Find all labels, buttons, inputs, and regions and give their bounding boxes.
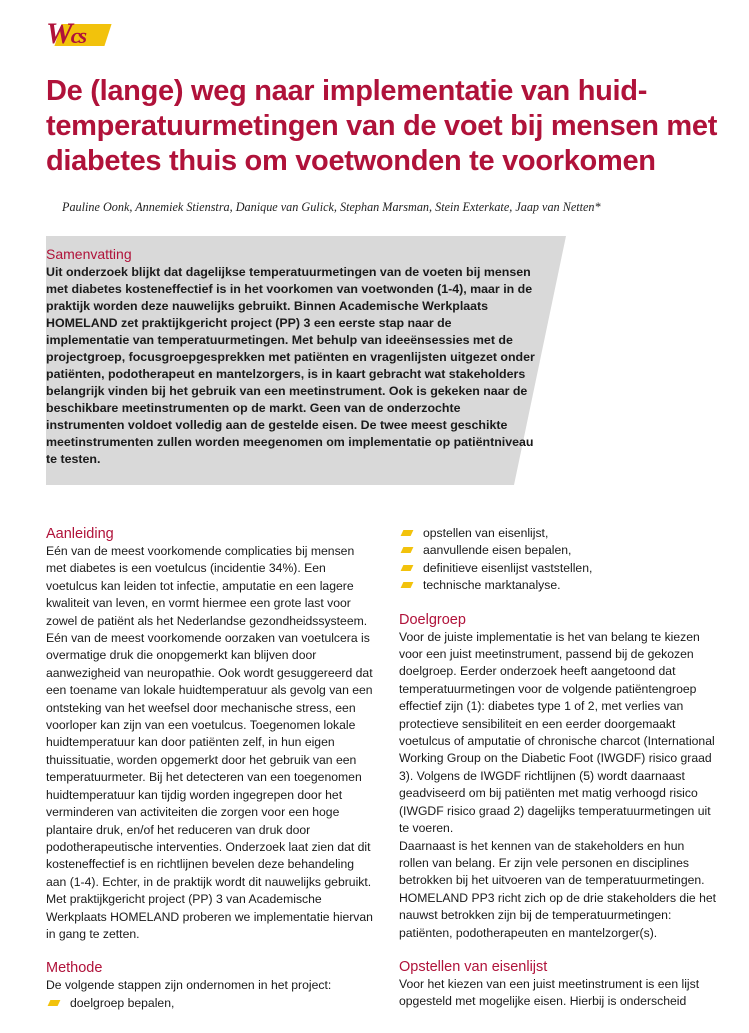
abstract-heading: Samenvatting — [46, 246, 132, 262]
methode-steps-list — [46, 995, 376, 1012]
section-heading-aanleiding: Aanleiding — [46, 526, 114, 542]
doelgroep-paragraph-2: Daarnaast is het kennen van de stakeholders en hun rollen van belang. Er zijn vele personen en disciplines betrokken bij het uitvoeren van de temperatuurmetingen. HOMELAND PP3 richt zich op de drie stakeholders die het nauwst betrokken zijn bij de temperatuurmetingen: patiënten, podotherapeuten en mantelzorger(s). — [399, 838, 717, 940]
bullet-icon — [48, 1000, 61, 1006]
left-column — [46, 525, 376, 1012]
bullet-icon — [401, 530, 414, 536]
section-heading-doelgroep: Doelgroep — [399, 611, 466, 628]
eisenlijst-paragraph-1: Voor het kiezen van een juist meetinstrument is een lijst opgesteld met mogelijke eisen. Hierbij is onderscheid — [399, 976, 700, 1009]
right-column — [399, 525, 717, 1011]
spacer — [46, 943, 376, 959]
logo-letters-cs: cs — [70, 23, 86, 48]
aanleiding-paragraph-2: Eén van de meest voorkomende oorzaken van voetulcera is overmatige druk die onopgemerkt kan blijven door aanwezigheid van neuropathie. Ook wordt gesuggereerd dat een toename van lokale huidtemperatuur als gevolg van een ontsteking van het weefsel door mechanische stress, een voorloper kan zijn van een voetulcus. Toegenomen lokale huidtemperatuur kan door patiënten zelf, in hun eigen thuissituatie, worden opgemerkt door het gebruik van een temperatuurmeter. Bij het detecteren van een toegenomen huidtemperatuur kan tijdig worden ingegrepen door het verminderen van activiteiten die zorgen voor een hoge plantaire druk, en/of het reduceren van druk door podotherapeutische interventies. Onderzoek laat zien dat dit kosteneffectief is en richtlijnen bevelen deze behandeling aan (1-4). Echter, in de praktijk wordt dit nauwelijks gebruikt. Met praktijkgericht project (PP) 3 van Academische Werkplaats HOMELAND proberen we implementatie hiervan in gang te zetten. — [46, 631, 373, 941]
logo-letter-w: W — [46, 17, 71, 50]
list-item: definitieve eisenlijst vaststellen, — [399, 560, 717, 577]
list-item: opstellen van eisenlijst, — [399, 525, 717, 542]
spacer — [399, 942, 717, 958]
bullet-icon — [401, 547, 414, 553]
aanleiding-paragraph-1: Eén van de meest voorkomende complicaties bij mensen met diabetes is een voetulcus (incidentie 34%). Een voetulcus kan leiden tot infectie, amputatie en een lagere kwaliteit van leven, en vormt hiermee een grote last voor zowel de patiënt als het Nederlandse gezondheidssysteem. — [46, 544, 368, 628]
bullet-icon — [401, 565, 414, 571]
section-heading-eisenlijst: Opstellen van eisenlijst — [399, 958, 548, 975]
section-heading-methode: Methode — [46, 960, 103, 977]
doelgroep-paragraph-1: Voor de juiste implementatie is het van belang te kiezen voor een juist meetinstrument, passend bij de gekozen doelgroep. Eerder onderzoek heeft aangetoond dat temperatuurmetingen voor de volgende patiëntengroep effectief zijn (1): diabetes type 1 of 2, met verlies van protectieve sensibiliteit en een eerder doorgemaakt voetulcus of amputatie of chronische charcot (International Working Group on the Diabetic Foot (IWGDF) risico graad 3). Volgens de IWGDF richtlijnen (5) wordt daarnaast geadviseerd om bij patiënten met matig verhoogd risico (IWGDF risico graad 2) dagelijks temperatuurmetingen uit te voeren. — [399, 629, 715, 836]
spacer — [399, 595, 717, 611]
list-item: doelgroep bepalen, — [46, 995, 376, 1012]
list-item: technische marktanalyse. — [399, 577, 717, 594]
article-title: De (lange) weg naar implementatie van huid-temperatuurmetingen van de voet bij mensen met diabetes thuis om voetwonden te voorkomen — [46, 75, 718, 177]
authors: Pauline Oonk, Annemiek Stienstra, Danique van Gulick, Stephan Marsman, Stein Exterkate, Jaap van Netten* — [62, 200, 601, 214]
methode-intro: De volgende stappen zijn ondernomen in het project: — [46, 978, 332, 993]
bullet-icon — [401, 582, 414, 588]
methode-steps-list-continued — [399, 525, 717, 595]
logo-text — [46, 16, 85, 54]
list-item: aanvullende eisen bepalen, — [399, 542, 717, 559]
abstract-text: Uit onderzoek blijkt dat dagelijkse temperatuurmetingen van de voeten bij mensen met diabetes kosteneffectief is in het voorkomen van voetwonden (1-4), maar in de praktijk worden deze nauwelijks gebruikt. Binnen Academische Werkplaats HOMELAND zet praktijkgericht project (PP) 3 een eerste stap naar de implementatie van temperatuurmetingen. Met behulp van ideeënsessies met de projectgroep, focusgroepgesprekken met patiënten en vragenlijsten uitgezet onder patiënten, podotherapeut en mantelzorgers, is in kaart gebracht wat stakeholders belangrijk vinden bij het gebruik van een meetinstrument. Ook is gekeken naar de beschikbare meetinstrumenten op de markt. Geen van de onderzochte instrumenten voldoet volledig aan de gestelde eisen. De twee meest geschikte meetinstrumenten zullen worden meegenomen om implementatie op patiëntniveau te testen. — [46, 265, 535, 466]
wcs-logo — [46, 16, 118, 52]
